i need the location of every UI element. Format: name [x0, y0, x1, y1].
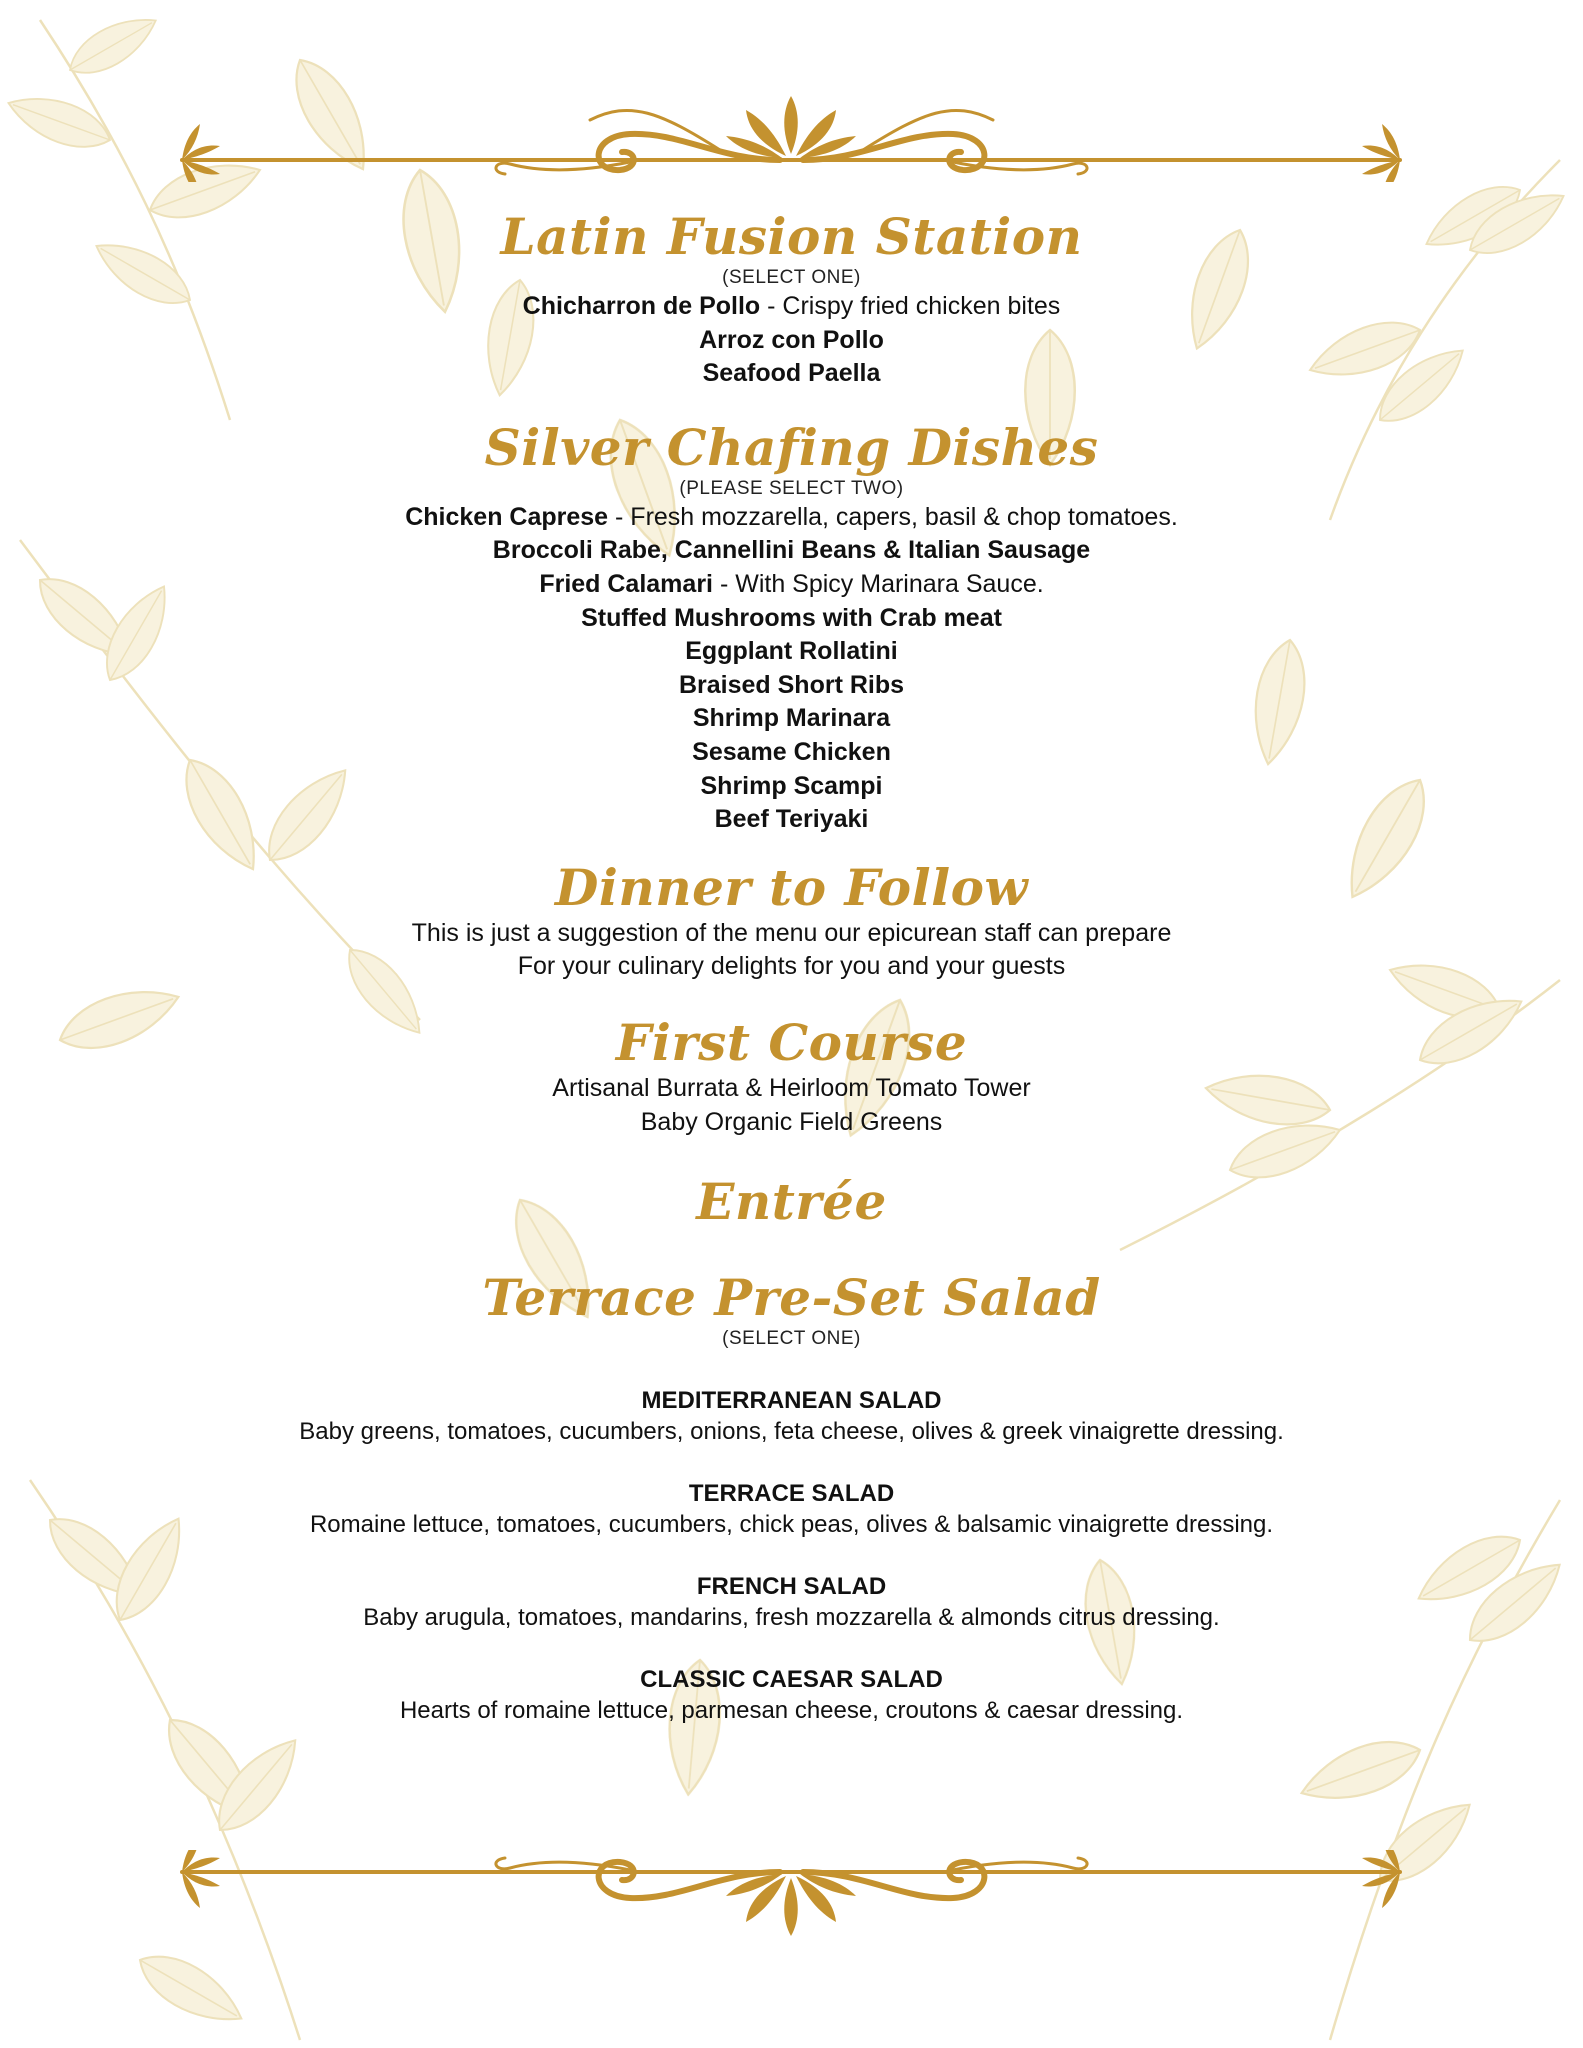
menu-item-desc: - Fresh mozzarella, capers, basil & chop tomatoes. [608, 502, 1178, 531]
salad-item [0, 1385, 1583, 1448]
menu-item [0, 635, 1583, 669]
menu-item-name: Eggplant Rollatini [685, 637, 898, 666]
menu-item-name: Sesame Chicken [692, 737, 891, 766]
menu-item [0, 501, 1583, 535]
section-note: (SELECT ONE) [722, 1328, 861, 1350]
section-title: Dinner to Follow [555, 857, 1028, 917]
bottom-ornament-divider [160, 1850, 1423, 1940]
menu-item-name: Shrimp Scampi [700, 771, 883, 800]
menu-item-name: Stuffed Mushrooms with Crab meat [581, 603, 1002, 632]
section-title: First Course [615, 1012, 968, 1072]
salad-item-desc: Hearts of romaine lettuce, parmesan cheese, croutons & caesar dressing. [399, 1697, 1184, 1725]
menu-item [0, 568, 1583, 602]
menu-item [0, 702, 1583, 736]
course-line: Baby Organic Field Greens [640, 1107, 943, 1136]
menu-item-name: Chicharron de Pollo [522, 292, 761, 320]
dinner-section [0, 859, 1583, 984]
salad-item-desc: Baby greens, tomatoes, cucumbers, onions, feta cheese, olives & greek vinaigrette dressing. [299, 1418, 1284, 1446]
menu-item [0, 324, 1583, 358]
course-line: Artisanal Burrata & Heirloom Tomato Tower [552, 1073, 1031, 1102]
salad-section [0, 1269, 1583, 1727]
menu-content [0, 208, 1583, 1727]
salad-item [0, 1571, 1583, 1634]
menu-item-desc: - Crispy fried chicken bites [760, 292, 1061, 320]
menu-item-name: Seafood Paella [702, 359, 881, 388]
entree-section [0, 1173, 1583, 1231]
salad-item-name: FRENCH SALAD [696, 1573, 887, 1601]
section-title: Terrace Pre-Set Salad [482, 1268, 1101, 1328]
menu-item [0, 770, 1583, 804]
menu-item-desc: - With Spicy Marinara Sauce. [713, 569, 1044, 598]
top-ornament-divider [160, 92, 1423, 182]
dinner-line: For your culinary delights for you and your guests [517, 952, 1066, 981]
menu-item [0, 534, 1583, 568]
salad-item-name: MEDITERRANEAN SALAD [641, 1387, 942, 1415]
salad-item-desc: Baby arugula, tomatoes, mandarins, fresh mozzarella & almonds citrus dressing. [363, 1604, 1220, 1632]
chafing-dishes-section [0, 419, 1583, 837]
menu-item [0, 736, 1583, 770]
menu-item-name: Chicken Caprese [405, 502, 609, 531]
salad-item [0, 1478, 1583, 1541]
menu-item [0, 357, 1583, 391]
menu-item-name: Broccoli Rabe, Cannellini Beans & Italian Sausage [492, 536, 1091, 565]
dinner-line: This is just a suggestion of the menu our epicurean staff can prepare [411, 918, 1172, 947]
salad-item-name: CLASSIC CAESAR SALAD [640, 1666, 943, 1694]
menu-item-name: Braised Short Ribs [678, 670, 905, 699]
menu-item [0, 602, 1583, 636]
section-title: Entrée [696, 1172, 887, 1232]
section-title: Latin Fusion Station [500, 207, 1083, 266]
salad-item-name: TERRACE SALAD [688, 1480, 895, 1508]
menu-item-name: Arroz con Pollo [699, 325, 884, 354]
latin-fusion-section [0, 208, 1583, 391]
menu-item [0, 669, 1583, 703]
menu-item [0, 290, 1583, 324]
salad-item [0, 1664, 1583, 1727]
first-course-section [0, 1014, 1583, 1139]
section-note: (PLEASE SELECT TWO) [679, 477, 904, 499]
menu-item [0, 803, 1583, 837]
salad-item-desc: Romaine lettuce, tomatoes, cucumbers, chick peas, olives & balsamic vinaigrette dressing. [309, 1511, 1274, 1539]
menu-item-name: Fried Calamari [539, 569, 713, 598]
menu-item-name: Beef Teriyaki [714, 805, 869, 834]
menu-item-name: Shrimp Marinara [692, 704, 891, 733]
section-note: (SELECT ONE) [722, 267, 861, 288]
section-title: Silver Chafing Dishes [484, 417, 1099, 477]
